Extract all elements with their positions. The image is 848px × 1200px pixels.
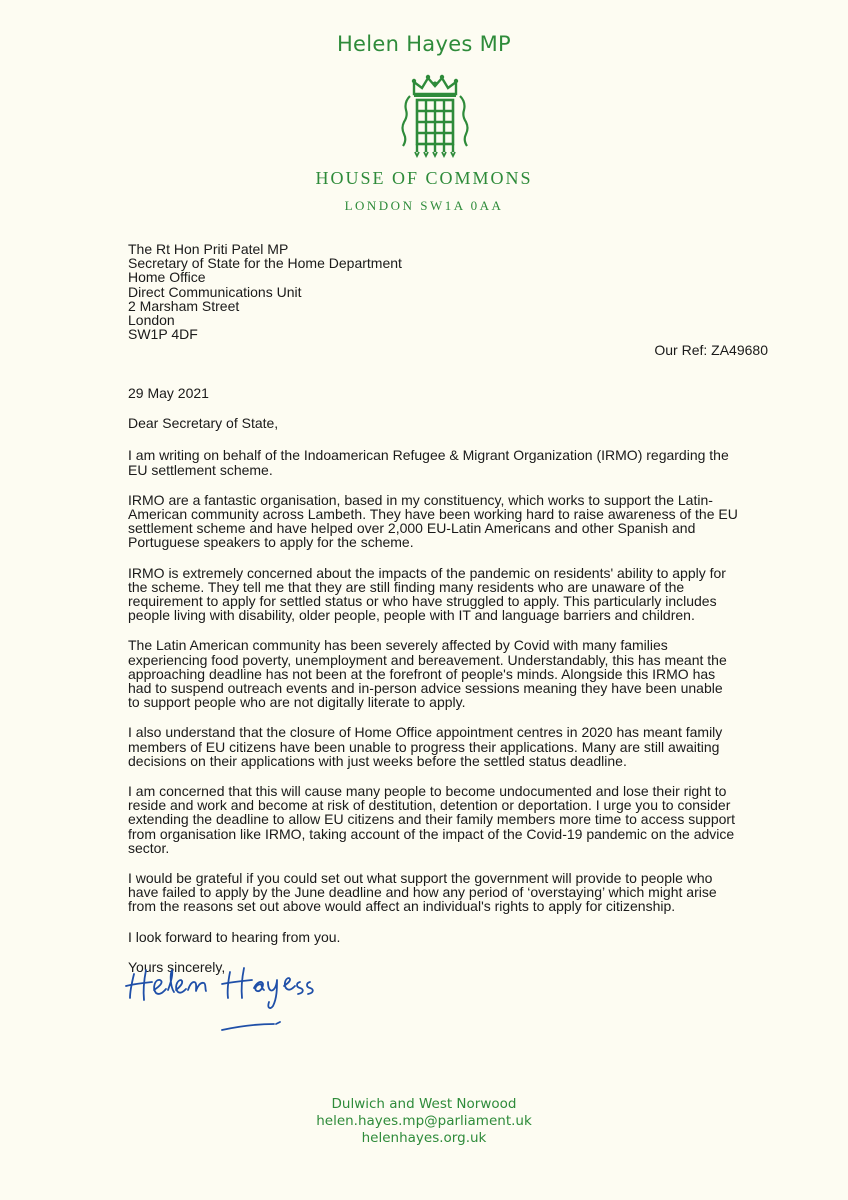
salutation: Dear Secretary of State, (128, 415, 279, 432)
recipient-line: 2 Marsham Street (128, 297, 240, 314)
recipient-address (128, 242, 402, 341)
paragraph: I also understand that the closure of Home Office appointment centres in 2020 has meant family members of EU citizens have been unable to progress their applications. Many are still awaiting decisions on their applications with just weeks before the settled status deadline. (128, 724, 723, 769)
recipient-line: SW1P 4DF (128, 326, 198, 343)
paragraph: I look forward to hearing from you. (128, 928, 341, 945)
closing: Yours sincerely, (128, 958, 226, 975)
recipient-line: The Rt Hon Priti Patel MP (128, 241, 289, 257)
signature (124, 960, 384, 1040)
recipient-line: Home Office (128, 269, 206, 286)
paragraph: I would be grateful if you could set out what support the government will provide to people who have failed to apply by the June deadline and how any period of ‘overstaying’ which might arise from the reasons set out above would affect an individual's rights to apply for citizenship. (128, 870, 717, 915)
house-address: LONDON SW1A 0AA (344, 198, 504, 213)
paragraph: I am writing on behalf of the Indoamerican Refugee & Migrant Organization (IRMO) regarding the EU settlement scheme. (128, 447, 729, 478)
letterhead-mp-name: Helen Hayes MP (336, 32, 512, 56)
letter-date: 29 May 2021 (128, 385, 209, 401)
paragraph: The Latin American community has been severely affected by Covid with many families experiencing food poverty, unemployment and bereavement. Understandably, this has meant the approaching deadline has not been at the forefront of people's minds. Alongside this IRMO has had to suspend outreach events and in-person advice sessions meaning they have been unable to support people who are not digitally literate to apply. (128, 637, 727, 711)
recipient-line: Secretary of State for the Home Department (128, 255, 402, 272)
footer-email: helen.hayes.mp@parliament.uk (316, 1113, 532, 1129)
footer-constituency: Dulwich and West Norwood (331, 1096, 517, 1112)
house-of-commons-title: HOUSE OF COMMONS (315, 168, 533, 188)
paragraph: I am concerned that this will cause many people to become undocumented and lose their right to reside and work and become at risk of destitution, detention or deportation. I urge you to consider extending the deadline to allow EU citizens and their family members more time to access support from organisation like IRMO, taking account of the impact of the Covid-19 pandemic on the advice sector. (128, 783, 735, 856)
recipient-line: Direct Communications Unit (128, 283, 302, 300)
recipient-line: London (128, 312, 175, 329)
letter-body (128, 386, 738, 974)
letter-footer (0, 1096, 848, 1147)
portcullis-icon (400, 72, 470, 162)
paragraph: IRMO is extremely concerned about the impacts of the pandemic on residents' ability to apply for the scheme. They tell me that they are still finding many residents who are unaware of the requirement to apply for settled status or who have struggled to apply. This particularly includes people living with disability, older people, people with IT and language barriers and children. (128, 564, 726, 624)
footer-website: helenhayes.org.uk (361, 1130, 487, 1146)
our-reference: Our Ref: ZA49680 (654, 342, 768, 358)
paragraph: IRMO are a fantastic organisation, based in my constituency, which works to support the Latin-American community across Lambeth. They have been working hard to raise awareness of the EU settlement scheme and have helped over 2,000 EU-Latin Americans and other Spanish and Portuguese speakers to apply for the scheme. (128, 491, 738, 551)
